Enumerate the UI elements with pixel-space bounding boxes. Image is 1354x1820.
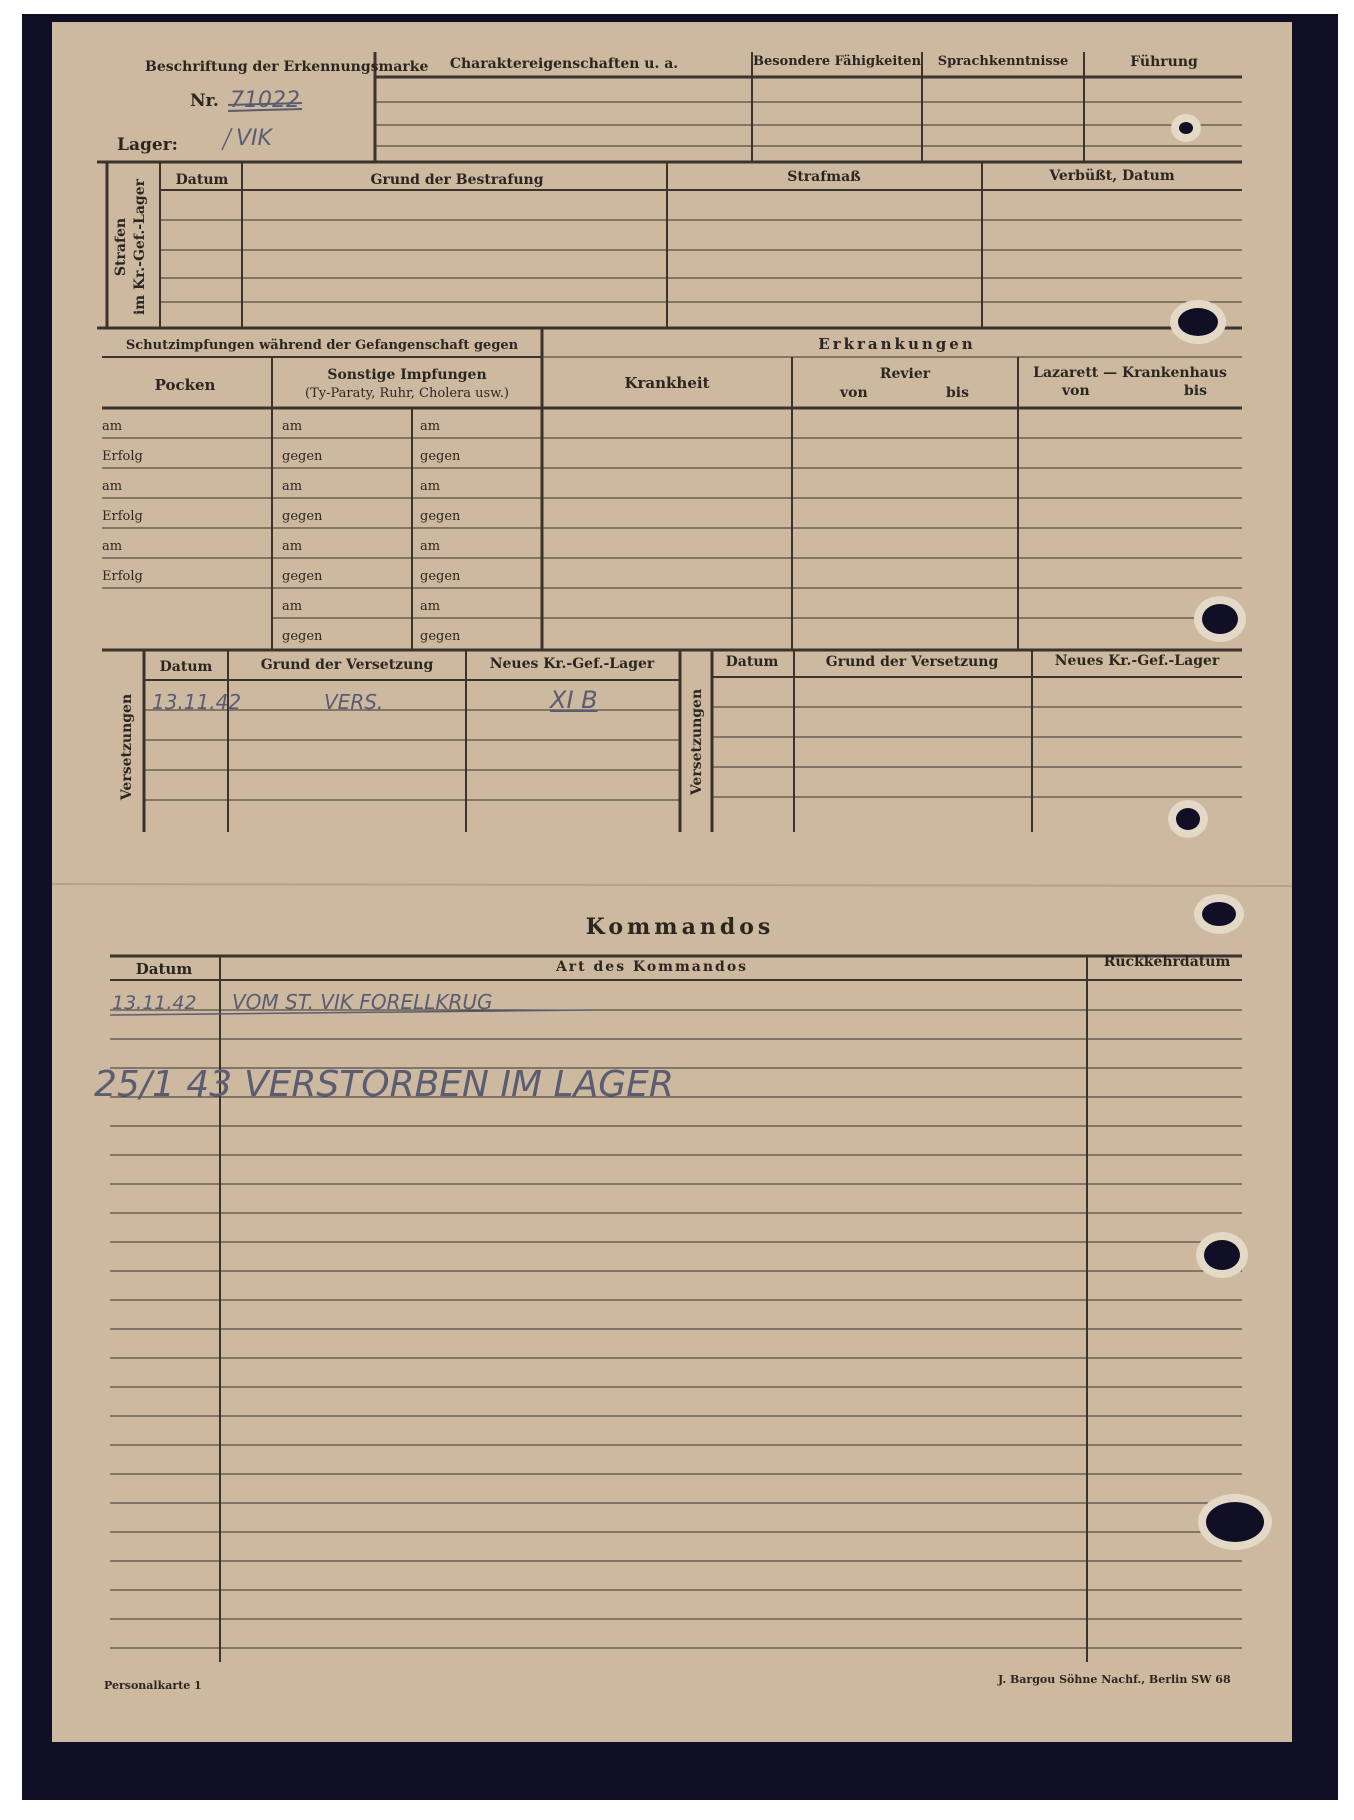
nr-value: 71022 xyxy=(230,88,300,113)
impf-label: am xyxy=(420,599,441,614)
sonstige-header: Sonstige Impfungen xyxy=(327,367,487,383)
impf-label: am xyxy=(282,419,303,434)
kommandos-title: Kommandos xyxy=(585,914,775,940)
impf-label: gegen xyxy=(282,509,323,524)
strafen-side-label: Strafen xyxy=(113,217,129,277)
punch-hole xyxy=(1176,808,1200,830)
personalkarte-page xyxy=(52,22,1292,1742)
beschriftung-label: Beschriftung der Erkennungsmarke xyxy=(145,59,429,75)
impf-label: am xyxy=(102,479,123,494)
footer-right: J. Bargou Söhne Nachf., Berlin SW 68 xyxy=(998,1673,1231,1686)
lazarett-von: von xyxy=(1062,383,1090,399)
kommando-entry2-datum: 25/1 43 xyxy=(94,1064,233,1105)
vers-neues-header: Neues Kr.-Gef.-Lager xyxy=(489,656,655,672)
punch-hole xyxy=(1178,308,1218,336)
revier-header: Revier xyxy=(879,366,931,382)
impf-label: gegen xyxy=(282,629,323,644)
faehigkeiten-label: Besondere Fähigkeiten xyxy=(752,54,922,69)
punch-hole xyxy=(1204,1240,1240,1270)
impf-label: am xyxy=(420,419,441,434)
sprach-label: Sprachkenntnisse xyxy=(937,54,1069,69)
lazarett-bis: bis xyxy=(1184,383,1207,399)
impf-label: am xyxy=(282,479,303,494)
verbuesst-header: Verbüßt, Datum xyxy=(1049,168,1175,184)
impf-label: am xyxy=(282,539,303,554)
vers-entry-datum: 13.11.42 xyxy=(152,690,242,714)
revier-bis: bis xyxy=(946,385,969,401)
impf-label: gegen xyxy=(420,629,461,644)
kommando-entry2-text: VERSTORBEN IM LAGER xyxy=(244,1064,674,1105)
fuehrung-label: Führung xyxy=(1130,54,1198,70)
impf-label: gegen xyxy=(282,449,323,464)
revier-von: von xyxy=(840,385,868,401)
impf-label: Erfolg xyxy=(102,509,143,524)
krankheit-header: Krankheit xyxy=(624,374,710,392)
punch-hole xyxy=(1206,1502,1264,1542)
impf-label: gegen xyxy=(420,569,461,584)
impf-label: am xyxy=(420,479,441,494)
kommando-entry1-datum: 13.11.42 xyxy=(112,992,197,1014)
lager-label: Lager: xyxy=(117,135,178,155)
punch-hole xyxy=(1179,122,1193,134)
impf-label: am xyxy=(102,539,123,554)
vers-grund-header-2: Grund der Versetzung xyxy=(825,654,999,670)
lazarett-header: Lazarett — Krankenhaus xyxy=(1033,365,1227,381)
versetzungen-side-label: Versetzungen xyxy=(119,693,135,801)
erkrankungen-title: Erkrankungen xyxy=(818,335,976,353)
vers-datum-header: Datum xyxy=(159,659,213,675)
lager-value: VIK xyxy=(236,126,272,151)
strafmass-header: Strafmaß xyxy=(787,169,861,185)
vers-entry-neues: XI B xyxy=(550,686,598,714)
vers-datum-header-2: Datum xyxy=(725,654,779,670)
strafen-grund-header: Grund der Bestrafung xyxy=(370,172,544,188)
pocken-header: Pocken xyxy=(154,376,216,394)
punch-hole xyxy=(1202,604,1238,634)
sonstige-subheader: (Ty-Paraty, Ruhr, Cholera usw.) xyxy=(305,386,509,401)
vers-entry-grund: VERS. xyxy=(324,690,384,714)
impf-label: gegen xyxy=(420,509,461,524)
kommando-datum-header: Datum xyxy=(135,960,193,978)
impf-label: am xyxy=(420,539,441,554)
impf-label: am xyxy=(282,599,303,614)
impf-label: am xyxy=(102,419,123,434)
kommando-art-header: Art des Kommandos xyxy=(555,959,749,975)
impf-label: Erfolg xyxy=(102,569,143,584)
impf-label: Erfolg xyxy=(102,449,143,464)
impfungen-title: Schutzimpfungen während der Gefangenschaft gegen xyxy=(125,338,519,353)
versetzungen-side-label-2: Versetzungen xyxy=(689,688,705,796)
strafen-datum-header: Datum xyxy=(175,172,229,188)
nr-label: Nr. xyxy=(190,91,219,111)
footer-left: Personalkarte 1 xyxy=(104,1679,202,1692)
kommando-entry1-text: VOM ST. VIK FORELLKRUG xyxy=(232,990,493,1014)
vers-neues-header-2: Neues Kr.-Gef.-Lager xyxy=(1054,653,1220,669)
form-rules xyxy=(52,22,1292,1742)
impf-label: gegen xyxy=(282,569,323,584)
strafen-side-label-2: im Kr.-Gef.-Lager xyxy=(132,178,148,316)
charakter-label: Charaktereigenschaften u. a. xyxy=(449,56,679,72)
punch-hole xyxy=(1202,902,1236,926)
impf-label: gegen xyxy=(420,449,461,464)
vers-grund-header: Grund der Versetzung xyxy=(260,657,434,673)
rueckkehr-header: Rückkehrdatum xyxy=(1103,954,1231,970)
